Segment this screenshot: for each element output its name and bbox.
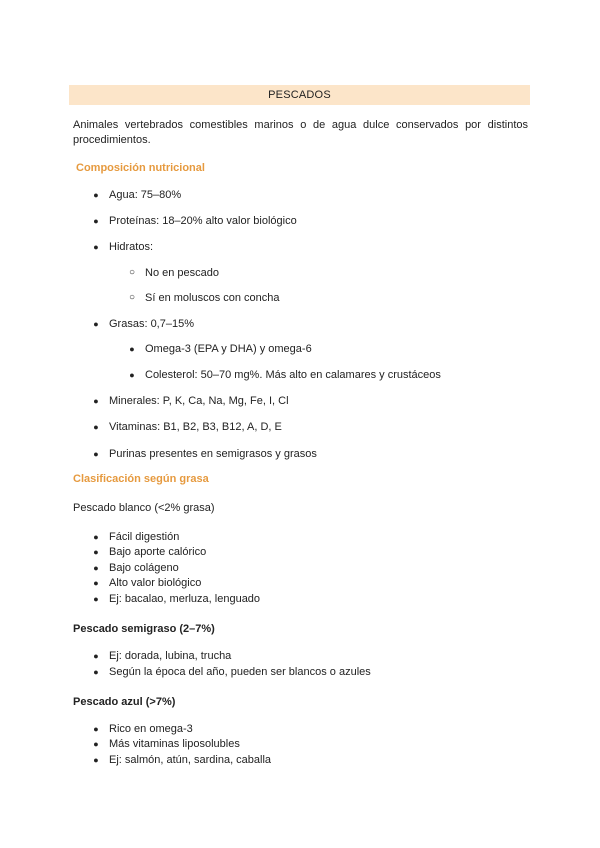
- list-item: ● Bajo colágeno: [109, 561, 179, 575]
- list-item: ○ Sí en moluscos con concha: [128, 292, 280, 304]
- list-item: ● Proteínas: 18–20% alto valor biológico: [109, 214, 297, 228]
- list-item: ● Rico en omega-3: [109, 722, 193, 736]
- bullet-icon: ●: [93, 667, 99, 677]
- pescado-azul-title: Pescado azul (>7%): [73, 696, 176, 708]
- composicion-heading: Composición nutricional: [76, 162, 205, 174]
- clasificacion-heading: Clasificación según grasa: [73, 473, 209, 485]
- list-item: ● Grasas: 0,7–15%: [109, 317, 194, 331]
- list-item: ● Agua: 75–80%: [109, 188, 181, 202]
- bullet-icon: ●: [93, 755, 99, 765]
- list-item: ● Omega-3 (EPA y DHA) y omega-6: [145, 342, 312, 356]
- list-item: ● Según la época del año, pueden ser blancos o azules: [109, 665, 371, 679]
- bullet-icon: ●: [93, 216, 99, 226]
- bullet-icon: ●: [93, 532, 99, 542]
- pescado-semigraso-title: Pescado semigraso (2–7%): [73, 623, 215, 635]
- bullet-icon: ●: [93, 578, 99, 588]
- list-item: ● Colesterol: 50–70 mg%. Más alto en calamares y crustáceos: [145, 368, 441, 382]
- list-item: ● Ej: dorada, lubina, trucha: [109, 649, 231, 663]
- list-item: ● Más vitaminas liposolubles: [109, 737, 240, 751]
- bullet-icon: ●: [129, 344, 135, 354]
- bullet-icon: ●: [93, 449, 99, 459]
- list-item: ● Purinas presentes en semigrasos y grasos: [109, 447, 317, 461]
- intro-paragraph: Animales vertebrados comestibles marinos o de agua dulce conservados por distintos procedimientos.: [73, 119, 528, 146]
- bullet-icon: ●: [93, 547, 99, 557]
- list-item: ● Fácil digestión: [109, 530, 179, 544]
- list-item: ● Bajo aporte calórico: [109, 545, 206, 559]
- list-item: ● Alto valor biológico: [109, 576, 201, 590]
- page-title: PESCADOS: [69, 85, 530, 105]
- bullet-icon: ●: [93, 724, 99, 734]
- hollow-bullet-icon: ○: [128, 292, 136, 303]
- list-item: ● Vitaminas: B1, B2, B3, B12, A, D, E: [109, 420, 282, 434]
- bullet-icon: ●: [93, 422, 99, 432]
- bullet-icon: ●: [93, 242, 99, 252]
- list-item: ● Minerales: P, K, Ca, Na, Mg, Fe, I, Cl: [109, 394, 289, 408]
- bullet-icon: ●: [93, 594, 99, 604]
- bullet-icon: ●: [93, 739, 99, 749]
- bullet-icon: ●: [93, 319, 99, 329]
- list-item: ● Hidratos:: [109, 240, 153, 254]
- bullet-icon: ●: [93, 563, 99, 573]
- bullet-icon: ●: [129, 370, 135, 380]
- pescado-blanco-title: Pescado blanco (<2% grasa): [73, 502, 215, 514]
- list-item: ● Ej: salmón, atún, sardina, caballa: [109, 753, 271, 767]
- hollow-bullet-icon: ○: [128, 267, 136, 278]
- bullet-icon: ●: [93, 396, 99, 406]
- list-item: ○ No en pescado: [128, 267, 219, 279]
- bullet-icon: ●: [93, 190, 99, 200]
- bullet-icon: ●: [93, 651, 99, 661]
- list-item: ● Ej: bacalao, merluza, lenguado: [109, 592, 260, 606]
